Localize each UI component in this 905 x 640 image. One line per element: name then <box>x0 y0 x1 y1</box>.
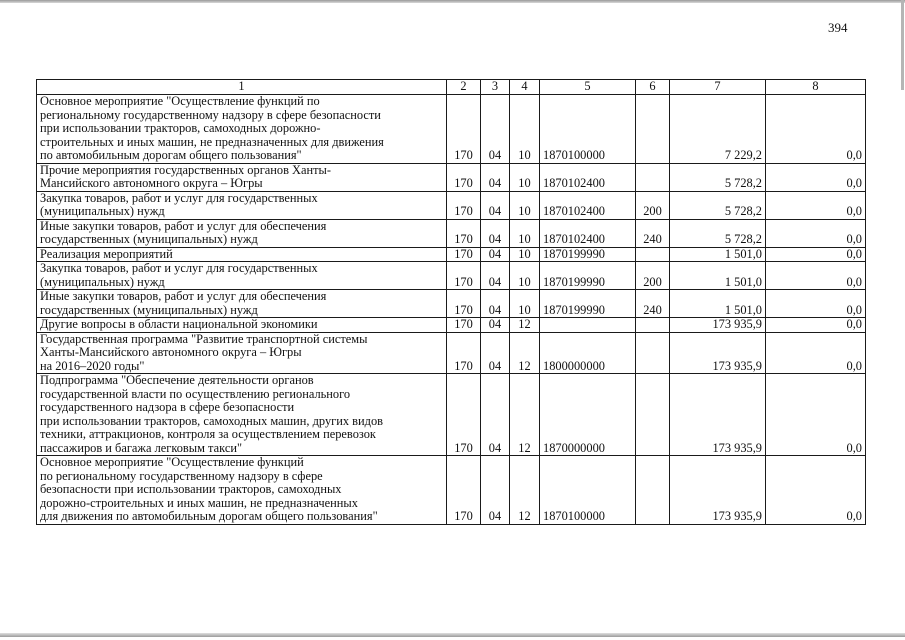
row-target-code: 1800000000 <box>540 332 636 374</box>
row-target-code: 1870102400 <box>540 219 636 247</box>
table-row <box>37 191 866 219</box>
row-subsection-code: 10 <box>510 262 540 290</box>
table-row <box>37 219 866 247</box>
row-subsection-code: 10 <box>510 163 540 191</box>
table-body <box>37 95 866 525</box>
table-row <box>37 332 866 374</box>
row-expense-code: 240 <box>636 219 670 247</box>
scan-edge-bottom <box>0 633 905 637</box>
row-amount: 173 935,9 <box>670 332 766 374</box>
row-subsection-code: 10 <box>510 191 540 219</box>
header-cell-amount: 7 <box>670 80 766 95</box>
row-section-code: 04 <box>481 290 510 318</box>
table-row <box>37 456 866 525</box>
row-target-code: 1870199990 <box>540 262 636 290</box>
row-expense-code: 200 <box>636 262 670 290</box>
row-section-code: 04 <box>481 318 510 333</box>
row-admin-code: 170 <box>447 95 481 164</box>
row-expense-code: 200 <box>636 191 670 219</box>
row-target-code: 1870102400 <box>540 191 636 219</box>
row-section-code: 04 <box>481 191 510 219</box>
row-amount2: 0,0 <box>766 247 866 262</box>
table-row <box>37 262 866 290</box>
row-subsection-code: 12 <box>510 456 540 525</box>
row-target-code <box>540 318 636 333</box>
row-expense-code: 240 <box>636 290 670 318</box>
row-subsection-code: 10 <box>510 95 540 164</box>
row-subsection-code: 12 <box>510 318 540 333</box>
header-cell-subsection: 4 <box>510 80 540 95</box>
row-expense-code <box>636 318 670 333</box>
table-row <box>37 318 866 333</box>
row-section-code: 04 <box>481 163 510 191</box>
row-amount2: 0,0 <box>766 456 866 525</box>
row-amount: 1 501,0 <box>670 247 766 262</box>
row-amount2: 0,0 <box>766 191 866 219</box>
row-name: Иные закупки товаров, работ и услуг для обеспечения государственных (муниципальных) нужд <box>37 290 447 318</box>
row-subsection-code: 10 <box>510 247 540 262</box>
row-admin-code: 170 <box>447 219 481 247</box>
row-name: Основное мероприятие "Осуществление функций по региональному государственному надзору в сфере безопасности при использовании тракторов, самоходных дорожно-строительных и иных машин, не предназначенных для движения по автомобильным дорогам общего пользования" <box>37 456 447 525</box>
row-expense-code <box>636 332 670 374</box>
scan-edge-right <box>901 0 904 90</box>
row-subsection-code: 12 <box>510 374 540 456</box>
table-row <box>37 290 866 318</box>
row-expense-code <box>636 247 670 262</box>
table-row <box>37 95 866 164</box>
header-cell-name: 1 <box>37 80 447 95</box>
page-number: 394 <box>828 20 848 35</box>
row-expense-code <box>636 163 670 191</box>
row-target-code: 1870100000 <box>540 456 636 525</box>
header-cell-target: 5 <box>540 80 636 95</box>
table-header <box>37 80 866 95</box>
row-amount: 1 501,0 <box>670 290 766 318</box>
row-amount: 173 935,9 <box>670 318 766 333</box>
row-admin-code: 170 <box>447 374 481 456</box>
row-amount: 5 728,2 <box>670 219 766 247</box>
row-amount: 7 229,2 <box>670 95 766 164</box>
row-section-code: 04 <box>481 219 510 247</box>
row-target-code: 1870199990 <box>540 290 636 318</box>
row-section-code: 04 <box>481 374 510 456</box>
row-target-code: 1870199990 <box>540 247 636 262</box>
row-name: Реализация мероприятий <box>37 247 447 262</box>
row-amount2: 0,0 <box>766 332 866 374</box>
row-amount2: 0,0 <box>766 318 866 333</box>
row-target-code: 1870000000 <box>540 374 636 456</box>
row-target-code: 1870102400 <box>540 163 636 191</box>
table-row <box>37 374 866 456</box>
row-admin-code: 170 <box>447 318 481 333</box>
row-name: Закупка товаров, работ и услуг для государственных (муниципальных) нужд <box>37 191 447 219</box>
budget-table <box>36 79 866 525</box>
scan-edge-top <box>0 0 905 3</box>
header-cell-section: 3 <box>481 80 510 95</box>
row-name: Иные закупки товаров, работ и услуг для обеспечения государственных (муниципальных) нужд <box>37 219 447 247</box>
row-name: Закупка товаров, работ и услуг для государственных (муниципальных) нужд <box>37 262 447 290</box>
row-admin-code: 170 <box>447 262 481 290</box>
row-admin-code: 170 <box>447 332 481 374</box>
table-row <box>37 247 866 262</box>
header-cell-admin: 2 <box>447 80 481 95</box>
row-expense-code <box>636 95 670 164</box>
table-row <box>37 163 866 191</box>
row-section-code: 04 <box>481 247 510 262</box>
row-name: Подпрограмма "Обеспечение деятельности органов государственной власти по осуществлению регионального государственного надзора в сфере безопасности при использовании тракторов, самоходных машин, других видов техники, аттракционов, контроля за осуществлением перевозок пассажиров и багажа легковым такси" <box>37 374 447 456</box>
row-amount: 173 935,9 <box>670 374 766 456</box>
row-subsection-code: 10 <box>510 219 540 247</box>
row-amount2: 0,0 <box>766 219 866 247</box>
row-expense-code <box>636 456 670 525</box>
row-target-code: 1870100000 <box>540 95 636 164</box>
row-name: Прочие мероприятия государственных органов Ханты- Мансийского автономного округа – Югры <box>37 163 447 191</box>
row-amount: 5 728,2 <box>670 163 766 191</box>
row-admin-code: 170 <box>447 191 481 219</box>
row-section-code: 04 <box>481 332 510 374</box>
row-admin-code: 170 <box>447 290 481 318</box>
row-amount: 1 501,0 <box>670 262 766 290</box>
row-amount: 173 935,9 <box>670 456 766 525</box>
row-name: Другие вопросы в области национальной экономики <box>37 318 447 333</box>
row-amount2: 0,0 <box>766 95 866 164</box>
row-admin-code: 170 <box>447 247 481 262</box>
row-amount2: 0,0 <box>766 262 866 290</box>
header-cell-expense: 6 <box>636 80 670 95</box>
row-admin-code: 170 <box>447 456 481 525</box>
row-name: Государственная программа "Развитие транспортной системы Ханты-Мансийского автономного округа – Югры на 2016–2020 годы" <box>37 332 447 374</box>
row-expense-code <box>636 374 670 456</box>
row-amount2: 0,0 <box>766 163 866 191</box>
row-section-code: 04 <box>481 262 510 290</box>
row-admin-code: 170 <box>447 163 481 191</box>
row-amount: 5 728,2 <box>670 191 766 219</box>
row-amount2: 0,0 <box>766 290 866 318</box>
row-section-code: 04 <box>481 95 510 164</box>
row-amount2: 0,0 <box>766 374 866 456</box>
row-subsection-code: 12 <box>510 332 540 374</box>
header-cell-amount2: 8 <box>766 80 866 95</box>
header-row <box>37 80 866 95</box>
row-subsection-code: 10 <box>510 290 540 318</box>
row-name: Основное мероприятие "Осуществление функций по региональному государственному надзору в сфере безопасности при использовании тракторов, самоходных дорожно- строительных и иных машин, не предназначенных для движения по автомобильным дорогам общего пользования" <box>37 95 447 164</box>
row-section-code: 04 <box>481 456 510 525</box>
